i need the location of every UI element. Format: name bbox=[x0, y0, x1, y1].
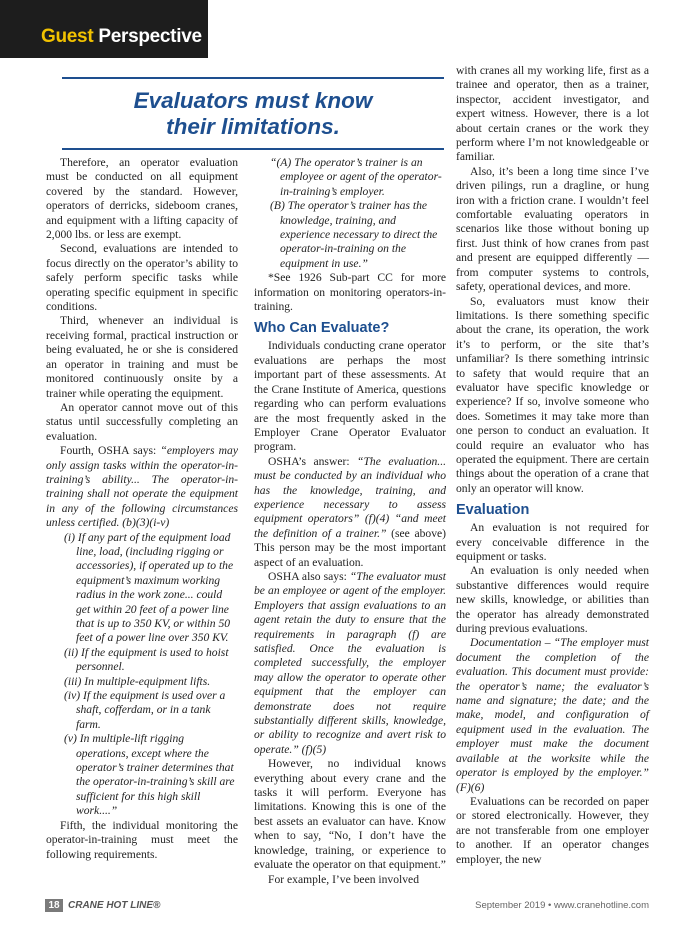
documentation-quote: Documentation – “The employer must document the completion of the evaluation. This document must provide: the operator’s name; the evaluator’s name and signature; the date; and the make, model, and configuration of equipment used in the evaluation. The employer must make the document available at the worksite while the operator is employed by the employer.” (F)(6) bbox=[456, 636, 649, 794]
paragraph: Second, evaluations are intended to focus directly on the operator’s ability to safely perform specific tasks while operating specific equipment in specific conditions. bbox=[46, 242, 238, 314]
paragraph: For example, I’ve been involved bbox=[268, 872, 419, 886]
headline-line-2: their limitations. bbox=[166, 114, 340, 139]
article-column-3 bbox=[456, 64, 649, 867]
paragraph bbox=[46, 444, 238, 530]
osha-quote: “employers may only assign tasks within the operator-in-training’s ability... The operator-in-training shall not operate the equipment in any of the following circumstances unless certified. (b)(3)(i-v) bbox=[46, 444, 238, 530]
magazine-brand: CRANE HOT LINE® bbox=[68, 900, 161, 911]
paragraph: An evaluation is not required for every conceivable difference in the equipment or tasks. bbox=[456, 521, 649, 563]
paragraph: However, no individual knows everything about every crane and the tasks it will perform. Everyone has limitations. Knowing this is one of the best assets an evaluator can have. Know when to say, “No, I don’t have the knowledge, training, or experience to evaluate the operator on that equipment.” bbox=[254, 757, 446, 872]
paragraph: with cranes all my working life, first as a trainee and operator, then as a trainer, inspector, accident investigator, and expert witness. However, there is a lot about certain cranes or the work they perform where I’m not knowledgeable or familiar. bbox=[456, 64, 649, 164]
paragraph: Evaluations can be recorded on paper or stored electronically. However, they are not transferable from one employer to another. If an operator changes employer, the new bbox=[456, 794, 649, 866]
list-item: (i) If any part of the equipment load line, load, (including rigging or accessories), if operated up to the equipment’s maximum working radius in the work zone... could get within 20 feet of a power line that is up to 350 KV, or within 50 feet of a power line over 350 KV. bbox=[64, 530, 234, 645]
section-label-part2: Perspective bbox=[98, 26, 202, 47]
list-item: (iii) In multiple-equipment lifts. bbox=[64, 674, 211, 688]
list-item: (iv) If the equipment is used over a shaft, cofferdam, or in a tank farm. bbox=[64, 689, 226, 731]
page-number: 18 bbox=[45, 899, 63, 912]
paragraph-text: (see above) This person may be the most important aspect of an evaluation. bbox=[254, 526, 446, 569]
article-headline bbox=[62, 88, 444, 140]
paragraph: Fifth, the individual monitoring the operator-in-training must meet the following requirements. bbox=[46, 818, 238, 861]
list-item: (v) In multiple-lift rigging operations, except where the operator’s trainer determines that the operator-in-training’s skill are sufficient for this high skill work....” bbox=[64, 732, 235, 818]
paragraph: An evaluation is only needed when substantive differences would require new skills, knowledge, or abilities than the operator has already demonstrated during previous evaluations. bbox=[456, 564, 649, 636]
headline-rule-top bbox=[62, 77, 444, 79]
section-label bbox=[41, 26, 202, 48]
paragraph: Therefore, an operator evaluation must be conducted on all equipment covered by the standard. However, operators of derricks, sideboom cranes, and equipment with a lifting capacity of 2,000 lbs. or less are exempt. bbox=[46, 156, 238, 242]
section-label-part1: Guest bbox=[41, 26, 94, 47]
paragraph-text: OSHA’s answer: bbox=[268, 454, 358, 468]
article-column-1 bbox=[46, 156, 238, 862]
paragraph-text: OSHA also says: bbox=[268, 569, 350, 583]
paragraph: Individuals conducting crane operator evaluations are perhaps the most important part of these assessments. At the Crane Institute of America, questions regarding who can perform evaluations are the most frequently asked in the Employer Crane Operator Evaluator program. bbox=[254, 339, 446, 454]
list-item: (ii) If the equipment is used to hoist personnel. bbox=[64, 645, 229, 674]
paragraph: Also, it’s been a long time since I’ve driven pilings, run a dragline, or hung iron with a friction crane. I wouldn’t feel comfortable evaluating operators in scenarios like those without boning up first. Just think of how cranes from past and present are equipped differently — from computer systems to controls, safety, operational devices, and more. bbox=[456, 164, 649, 294]
paragraph bbox=[254, 570, 446, 757]
page-footer bbox=[0, 899, 695, 913]
article-column-2 bbox=[254, 156, 446, 887]
trainer-requirements-list bbox=[254, 156, 446, 271]
subheading-evaluation: Evaluation bbox=[456, 502, 530, 519]
paragraph-text: Fourth, OSHA says: bbox=[60, 444, 161, 458]
footnote: *See 1926 Sub-part CC for more information on monitoring operators-in-training. bbox=[254, 271, 446, 314]
issue-and-website: September 2019 • www.cranehotline.com bbox=[475, 900, 649, 911]
restriction-list bbox=[46, 531, 238, 819]
headline-rule-bottom bbox=[62, 148, 444, 150]
paragraph bbox=[254, 455, 446, 570]
list-item: “(A) The operator’s trainer is an employee or agent of the operator-in-training’s employer. bbox=[270, 156, 442, 198]
paragraph: Third, whenever an individual is receiving formal, practical instruction or being evaluated, he or she is considered an operator in training and must be monitored continuously onsite by a trainer while operating the equipment. bbox=[46, 314, 238, 400]
headline-line-1: Evaluators must know bbox=[133, 88, 373, 113]
osha-quote: “The evaluator must be an employee or agent of the employer. Employers that assign evaluations to an agent retain the duty to ensure that the requirements in paragraph (f) are satisfied. Once the evaluation is completed successfully, the employer may allow the operator to operate other equipment that the employer can demonstrate does not require substantially different skills, knowledge, or ability to recognize and avert risk to operate.” (f)(5) bbox=[254, 569, 446, 756]
paragraph: An operator cannot move out of this status until successfully completing an evaluation. bbox=[46, 400, 238, 443]
list-item: (B) The operator’s trainer has the knowledge, training, and experience necessary to direct the operator-in-training on the equipment in use.” bbox=[270, 199, 438, 270]
subheading-who-can-evaluate: Who Can Evaluate? bbox=[254, 320, 390, 337]
paragraph: So, evaluators must know their limitations. Is there something specific about the crane, its operation, the work it’s to perform, or the site that’s unfamiliar? Is there something intrinsic to safety that would require that an evaluator have specific knowledge or experience? If so, involve someone who does. Sometimes it may take more than one person to conduct an evaluation. It could require an evaluator who has operated the equipment. There are certain things about the operation of a crane that only an operator will know. bbox=[456, 294, 649, 495]
osha-quote: “The evaluation... must be conducted by an individual who has the knowledge, training, and experience necessary to assess equipment operators” (f)(4) “and meet the definition of a trainer.” bbox=[254, 454, 446, 540]
